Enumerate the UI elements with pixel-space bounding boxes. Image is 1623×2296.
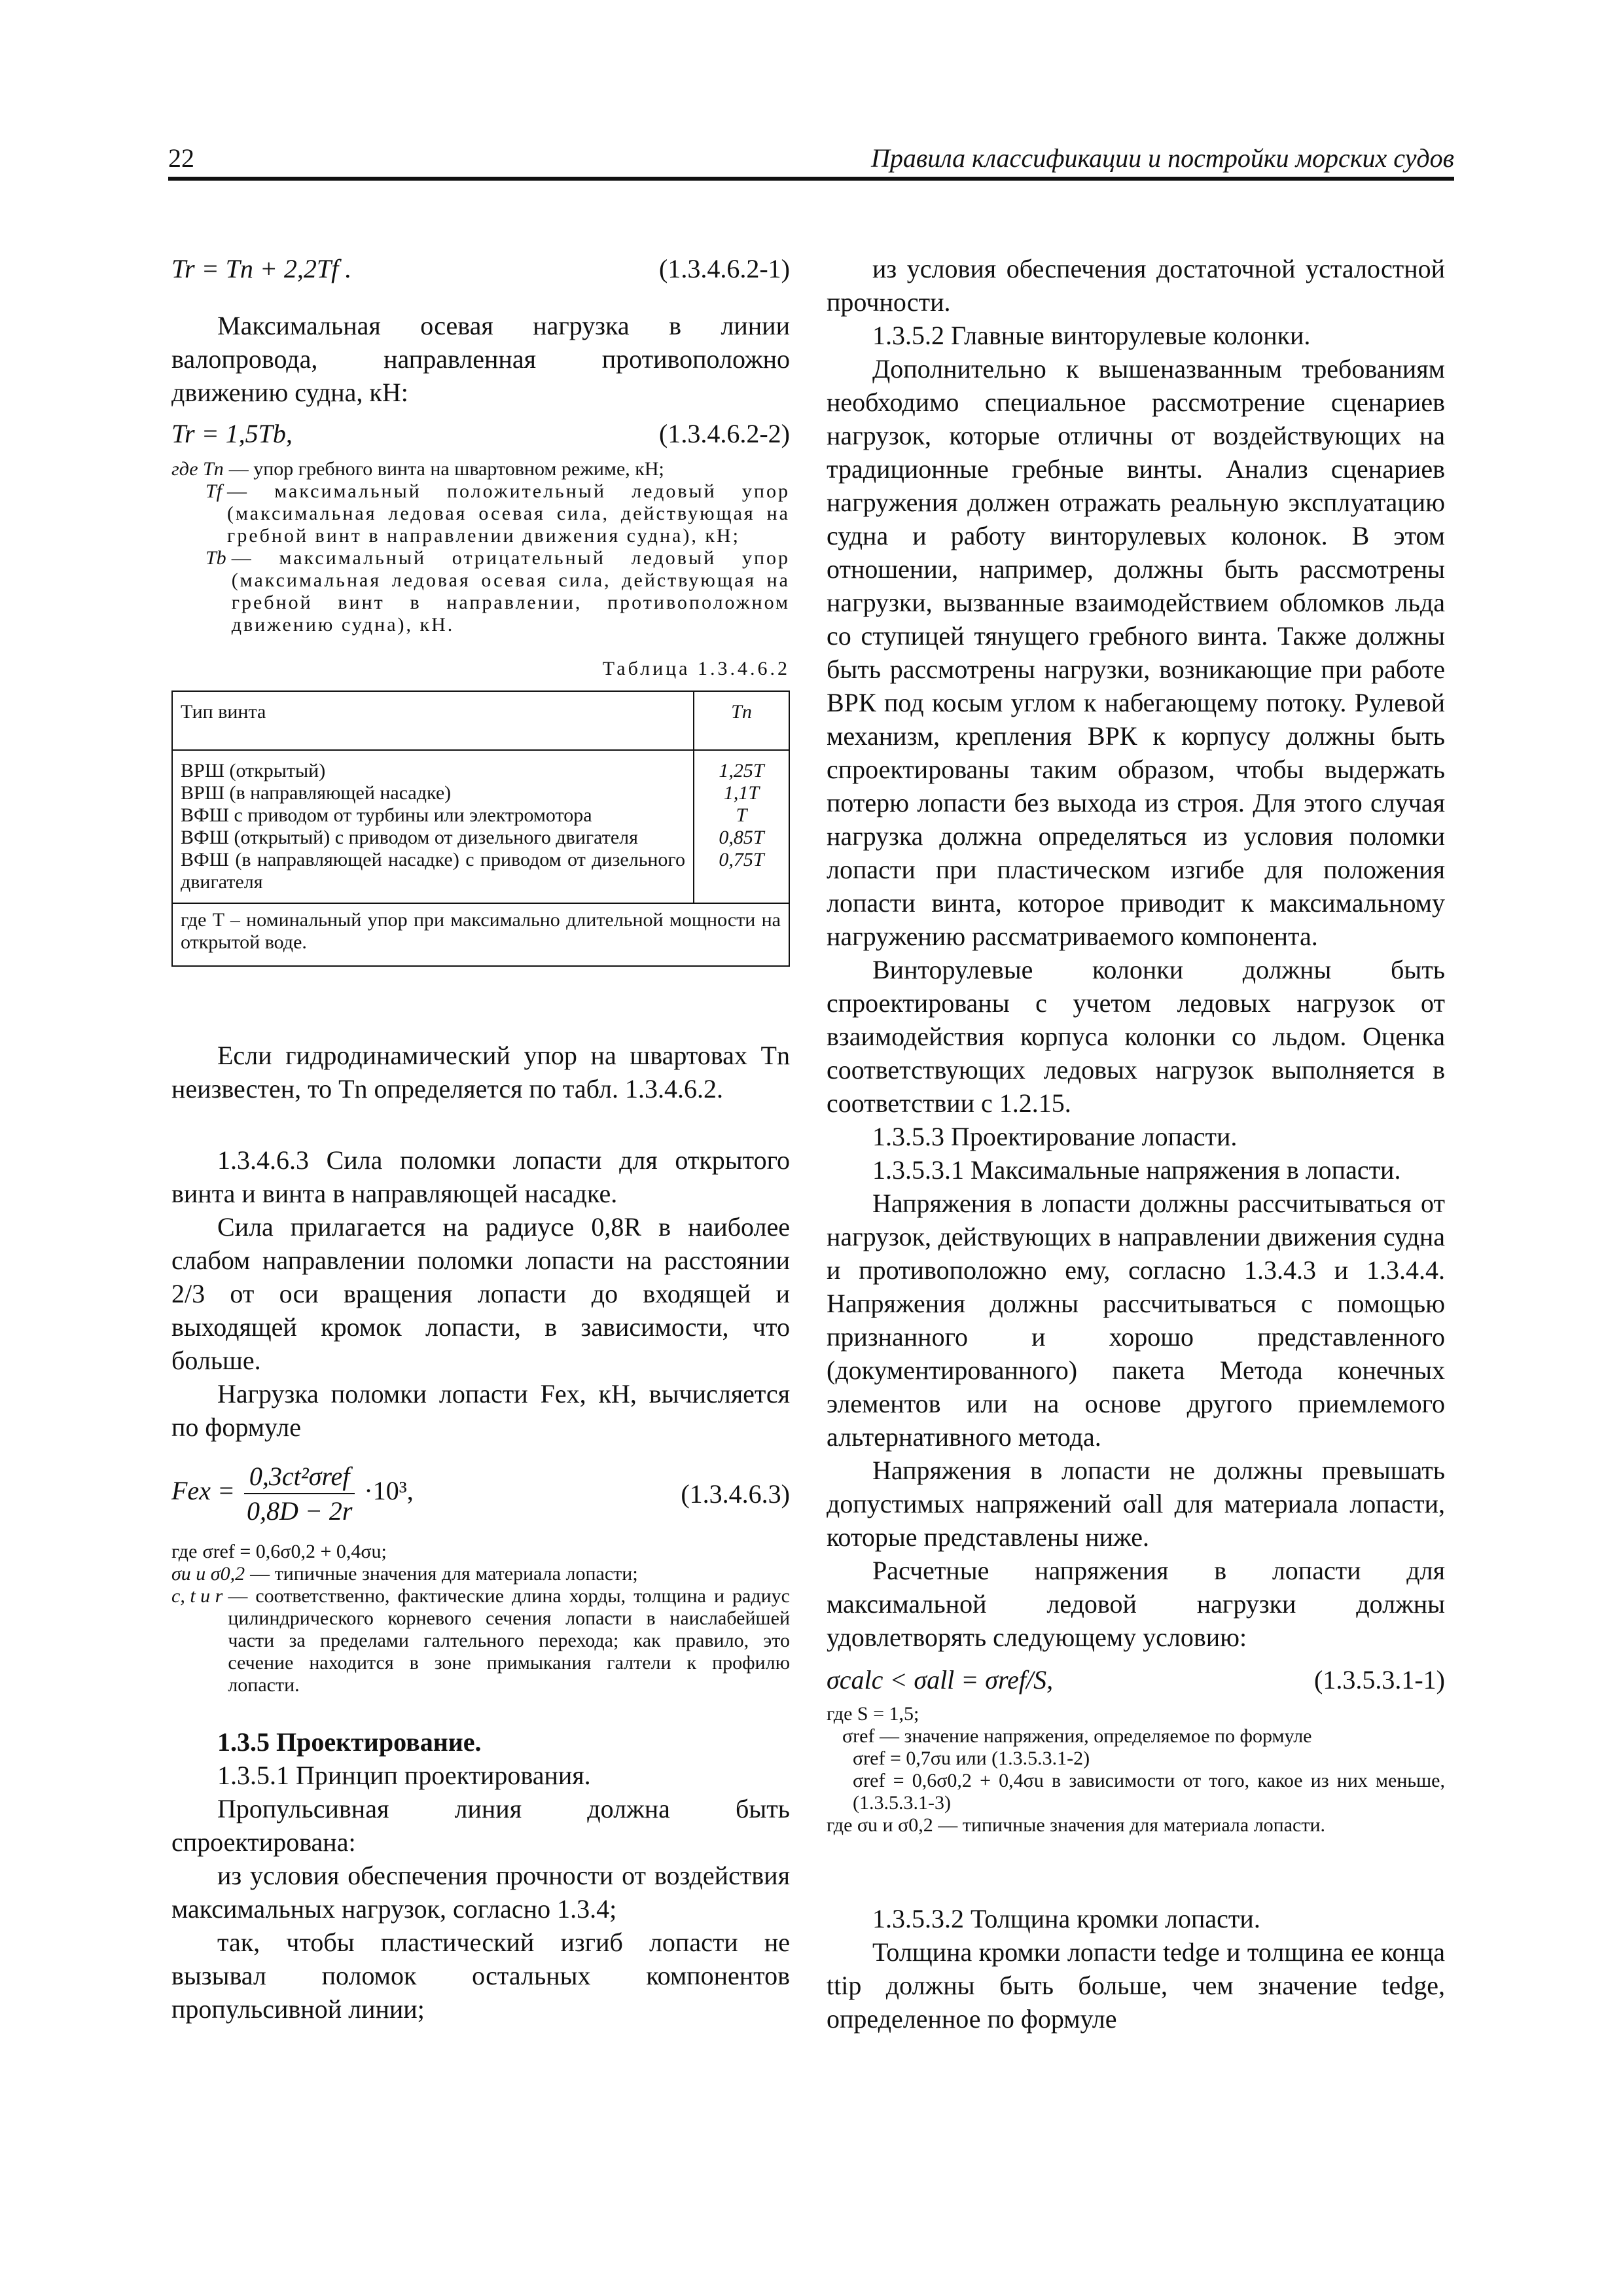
subsection-heading: 1.3.5.1 Принцип проектирования. [217,1761,591,1790]
running-title: Правила классификации и постройки морских судов [870,143,1454,173]
paragraph: 1.3.4.6.3 Сила поломки лопасти для открытого винта и винта в направляющей насадке. [171,1145,790,1208]
equation-number: (1.3.4.6.3) [681,1479,790,1509]
table-cell-tn: T [736,804,747,826]
fraction-numerator: 0,3ct²σref [244,1460,355,1494]
paragraph: Винторулевые колонки должны быть спроектированы с учетом ледовых нагрузок от взаимодействия корпуса колонки со льдом. Оценка соответствующих ледовых нагрузок выполняется в соответствии с 1.2.15. [827,955,1445,1118]
equation-1-3-4-6-2-2 [171,417,790,450]
fraction-denominator: 0,8D − 2r [246,1496,353,1526]
definition-item: c, t и r — соответственно, фактические длина хорды, толщина и радиус цилиндрического корневого сечения лопасти в наислабейшей части за пределами галтельного перехода; как правило, это сечение находится в зоне примыкания галтели к профилю лопасти. [171,1585,790,1696]
table-note-row [172,903,789,966]
right-column [827,252,1445,2036]
table-cell-tn: 0,75T [719,849,764,870]
equation-formula: Tr = 1,5Tb, [171,419,293,448]
definition-item: где Tn — упор гребного винта на швартовном режиме, кН; [171,458,664,480]
definition-item: где σu и σ0,2 — типичные значения для материала лопасти. [827,1814,1326,1836]
table-header-tn: Tn [694,691,789,750]
definition-item: σref = 0,6σ0,2 + 0,4σu в зависимости от того, какое из них меньше, (1.3.5.3.1-3) [853,1770,1445,1814]
definition-item: где σref = 0,6σ0,2 + 0,4σu; [171,1541,387,1562]
equation-1-3-4-6-3 [171,1460,790,1528]
definition-item: где S = 1,5; [827,1703,919,1725]
table-caption: Таблица 1.3.4.6.2 [602,658,790,679]
definition-item: σu и σ0,2 — типичные значения для материала лопасти; [171,1563,638,1585]
table-note: где T – номинальный упор при максимально длительной мощности на открытой воде. [172,903,789,966]
definitions-list [171,458,790,636]
equation-tail: ·10³, [364,1476,414,1506]
table-cell-tn: 1,1T [723,782,760,804]
definition-item: σref = 0,7σu или (1.3.5.3.1-2) [853,1748,1090,1769]
paragraph: Толщина кромки лопасти tedge и толщина ее конца ttip должны быть больше, чем значение tedge, определенное по формуле [827,1937,1445,2034]
header-rule [168,177,1454,181]
paragraph: Пропульсивная линия должна быть спроектирована: [171,1794,790,1857]
subsection-heading: 1.3.5.3.1 Максимальные напряжения в лопасти. [872,1155,1401,1185]
table-cell-type: ВРШ (открытый) [181,760,326,781]
equation-1-3-5-3-1-1 [827,1663,1445,1696]
paragraph: Напряжения в лопасти не должны превышать допустимых напряжений σall для материала лопасти, которые представлены ниже. [827,1456,1445,1552]
paragraph: из условия обеспечения прочности от воздействия максимальных нагрузок, согласно 1.3.4; [171,1861,790,1924]
paragraph: Дополнительно к вышеназванным требованиям необходимо специальное рассмотрение сценариев нагрузок, которые отличны от воздействующих на традиционные гребные винты. Анализ сценариев нагружения должен отражать реальную эксплуатацию судна и работу винторулевых колонок. В этом отношении, например, должны быть рассмотрены нагрузки, вызванные взаимодействием обломков льда со ступицей тянущего гребного винта. Также должны быть рассмотрены нагрузки, возникающие при работе ВРК под косым углом к набегающему потоку. Рулевой механизм, крепления ВРК к корпусу должны быть спроектированы таким образом, чтобы выдержать потерю лопасти без выхода из строя. Для этого случая нагрузка должна определяться из условия поломки лопасти при пластическом изгибе для положения лопасти винта, которое приводит к максимальному нагружению рассматриваемого компонента. [827,354,1445,951]
table-body-row [172,750,789,903]
definitions-list [171,1541,790,1696]
paragraph: так, чтобы пластический изгиб лопасти не вызывал поломок остальных компонентов пропульсивной линии; [171,1928,790,2024]
left-column [171,252,790,2026]
table-header-type: Тип винта [172,691,694,750]
paragraph: Напряжения в лопасти должны рассчитываться от нагрузок, действующих в направлении движения судна и противоположно ему, согласно 1.3.4.3 и 1.3.4.4. Напряжения должны рассчитываться с помощью признанного и хорошо представленного (документированного) пакета Метода конечных элементов или на основе другого приемлемого альтернативного метода. [827,1189,1445,1452]
equation-lhs: Fex = [171,1476,235,1506]
paragraph: Нагрузка поломки лопасти Fex, кН, вычисляется по формуле [171,1379,790,1442]
equation-1-3-4-6-2-1 [171,252,790,285]
table-cell-type: ВФШ с приводом от турбины или электромотора [181,804,592,826]
definition-item: σref — значение напряжения, определяемое по формуле [842,1725,1312,1747]
equation-number: (1.3.4.6.2-2) [659,419,790,448]
page-number: 22 [168,143,194,173]
paragraph: Если гидродинамический упор на швартовах Tn неизвестен, то Tn определяется по табл. 1.3.4.6.2. [171,1041,790,1103]
equation-number: (1.3.4.6.2-1) [659,254,790,283]
table-cell-tn: 1,25T [719,760,764,781]
paragraph: из условия обеспечения достаточной усталостной прочности. [827,254,1445,317]
subsection-heading: 1.3.5.3.2 Толщина кромки лопасти. [872,1904,1260,1933]
subsection-heading: 1.3.5.3 Проектирование лопасти. [872,1122,1238,1151]
table-cell-type: ВФШ (открытый) с приводом от дизельного двигателя [181,827,638,848]
table-cell-type: ВРШ (в направляющей насадке) [181,782,452,804]
equation-number: (1.3.5.3.1-1) [1314,1665,1445,1695]
table-cell-type: ВФШ (в направляющей насадке) с приводом от дизельного двигателя [181,849,685,893]
paragraph: Максимальная осевая нагрузка в линии валопровода, направленная противоположно движению судна, кН: [171,311,790,407]
equation-fraction [241,1460,357,1528]
paragraph: Расчетные напряжения в лопасти для максимальной ледовой нагрузки должны удовлетворять следующему условию: [827,1556,1445,1652]
section-heading: 1.3.5 Проектирование. [217,1727,482,1757]
paragraph: Сила прилагается на радиусе 0,8R в наиболее слабом направлении поломки лопасти на расстоянии 2/3 от оси вращения лопасти до входящей и выходящей кромок лопасти, в зависимости, что больше. [171,1212,790,1375]
equation-formula: Tr = Tn + 2,2Tf . [171,254,352,283]
propeller-table [171,691,790,967]
definition-item: Tf — максимальный положительный ледовый упор (максимальная ледовая осевая сила, действующая на гребной винт в направлении движения судна), кН; [205,480,790,547]
equation-formula: σcalc < σall = σref/S, [827,1665,1054,1695]
table-cell-tn: 0,85T [719,827,764,848]
definition-item: Tb — максимальный отрицательный ледовый упор (максимальная ледовая осевая сила, действующая на гребной винт в направлении, противоположном движению судна), кН. [205,547,790,636]
subsection-heading: 1.3.5.2 Главные винторулевые колонки. [872,321,1311,350]
definitions-list [827,1703,1445,1837]
table-header-row [172,691,789,750]
